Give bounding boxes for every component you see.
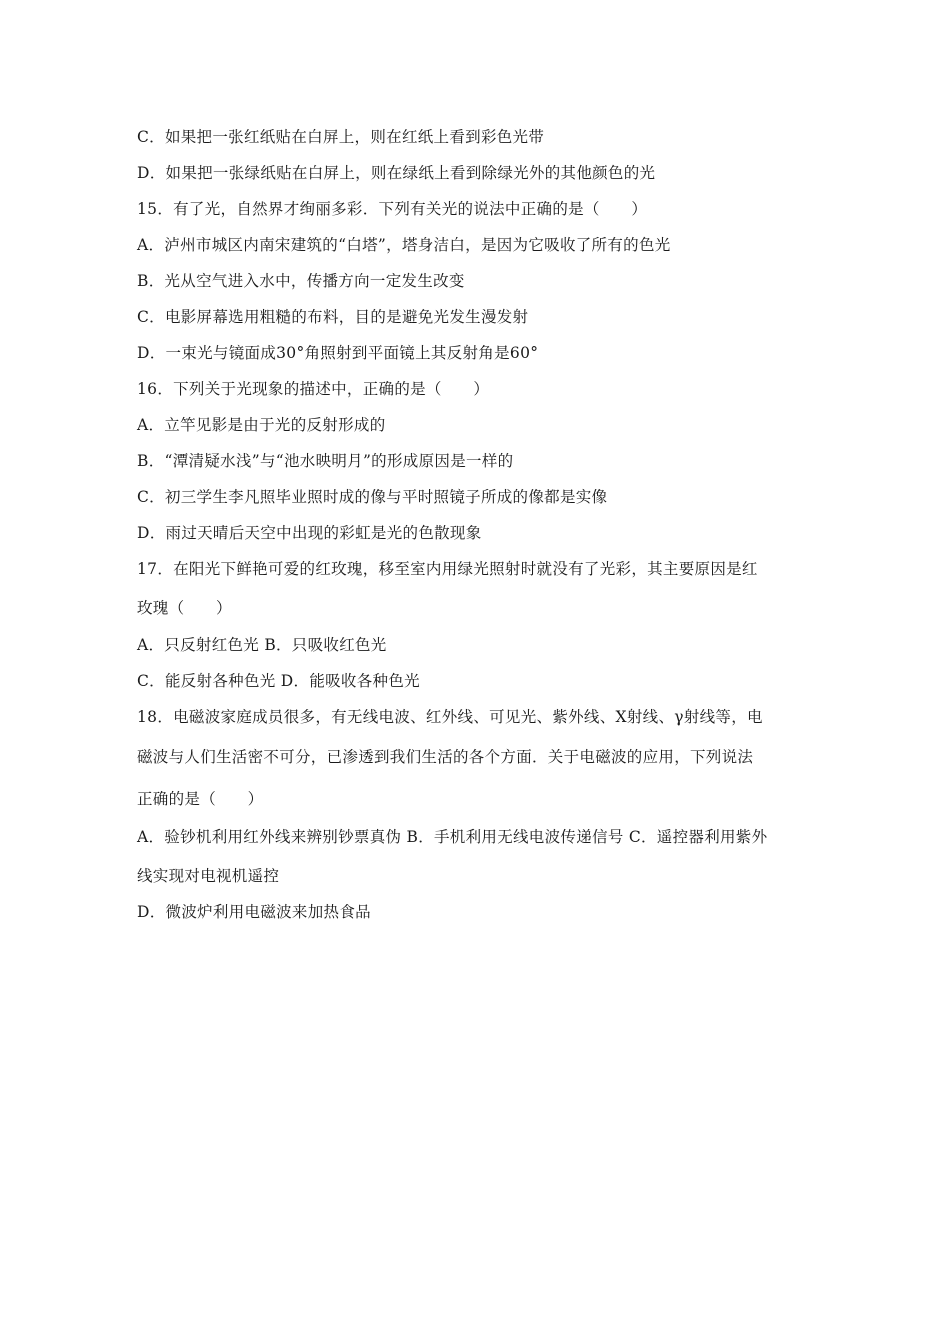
q16-option-d: D．雨过天晴后天空中出现的彩虹是光的色散现象 bbox=[137, 524, 482, 542]
q18-stem-line1: 18．电磁波家庭成员很多，有无线电波、红外线、可见光、紫外线、X射线、γ射线等，电 bbox=[137, 708, 763, 726]
q18-stem-line2: 磁波与人们生活密不可分，已渗透到我们生活的各个方面．关于电磁波的应用，下列说法 bbox=[137, 748, 754, 766]
q17-stem-line1: 17．在阳光下鲜艳可爱的红玫瑰，移至室内用绿光照射时就没有了光彩，其主要原因是红 bbox=[137, 560, 758, 578]
q18-options-abc: A．验钞机利用红外线来辨别钞票真伪 B．手机利用无线电波传递信号 C．遥控器利用紫外 bbox=[137, 828, 768, 846]
q15-option-d: D．一束光与镜面成30°角照射到平面镜上其反射角是60° bbox=[137, 344, 539, 362]
q14-option-c: C．如果把一张红纸贴在白屏上，则在红纸上看到彩色光带 bbox=[137, 128, 545, 146]
q17-options-cd: C．能反射各种色光 D．能吸收各种色光 bbox=[137, 672, 420, 690]
q15-stem: 15．有了光，自然界才绚丽多彩．下列有关光的说法中正确的是（ ） bbox=[137, 200, 648, 218]
q15-option-c: C．电影屏幕选用粗糙的布料，目的是避免光发生漫发射 bbox=[137, 308, 529, 326]
q14-option-d: D．如果把一张绿纸贴在白屏上，则在绿纸上看到除绿光外的其他颜色的光 bbox=[137, 164, 656, 182]
q17-options-ab: A．只反射红色光 B．只吸收红色光 bbox=[137, 636, 387, 654]
q16-option-a: A．立竿见影是由于光的反射形成的 bbox=[137, 416, 386, 434]
q16-option-c: C．初三学生李凡照毕业照时成的像与平时照镜子所成的像都是实像 bbox=[137, 488, 608, 506]
q18-option-d: D．微波炉利用电磁波来加热食品 bbox=[137, 903, 371, 921]
q18-option-c-cont: 线实现对电视机遥控 bbox=[137, 867, 280, 885]
q16-stem: 16．下列关于光现象的描述中，正确的是（ ） bbox=[137, 380, 490, 398]
q15-option-b: B．光从空气进入水中，传播方向一定发生改变 bbox=[137, 272, 465, 290]
q18-stem-line3: 正确的是（ ） bbox=[137, 790, 264, 808]
q15-option-a: A．泸州市城区内南宋建筑的“白塔”，塔身洁白，是因为它吸收了所有的色光 bbox=[137, 236, 671, 254]
q16-option-b: B．“潭清疑水浅”与“池水映明月”的形成原因是一样的 bbox=[137, 452, 514, 470]
q17-stem-line2: 玫瑰（ ） bbox=[137, 599, 232, 617]
